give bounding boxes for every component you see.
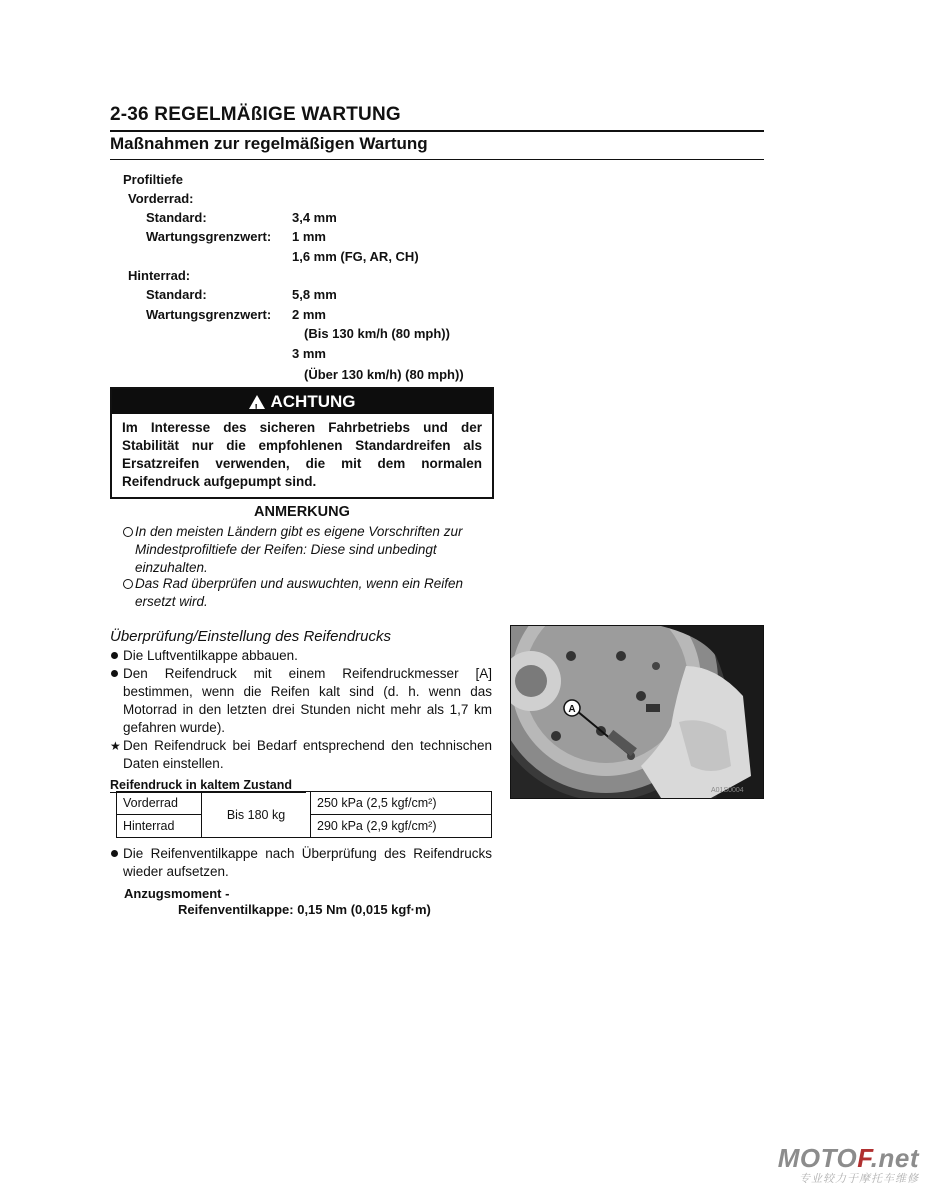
warning-triangle-icon bbox=[249, 395, 265, 409]
step-text: Den Reifendruck bei Bedarf entsprechend den technischen Daten einstellen. bbox=[123, 738, 492, 771]
star-icon: ★ bbox=[110, 739, 121, 753]
front-limit-value-alt: 1,6 mm (FG, AR, CH) bbox=[292, 249, 419, 264]
step-text: Den Reifendruck mit einem Reifendruckmesser [A] bestimmen, wenn die Reifen kalt sind (d. h. wenn das Motorrad in den letzten drei Stunden nicht mehr als 1,7 km gefahren wurde). bbox=[123, 666, 492, 735]
warning-title: ACHTUNG bbox=[270, 392, 356, 411]
tread-depth-title: Profiltiefe bbox=[123, 172, 183, 187]
page-title: 2-36 REGELMÄßIGE WARTUNG bbox=[110, 104, 401, 125]
front-standard-label: Standard: bbox=[146, 210, 207, 225]
pressure-section-title: Überprüfung/Einstellung des Reifendrucks bbox=[110, 628, 391, 645]
section-subtitle: Maßnahmen zur regelmäßigen Wartung bbox=[110, 134, 428, 153]
table-row bbox=[117, 792, 492, 815]
watermark-tagline: 专业较力于摩托车维修 bbox=[799, 1173, 919, 1185]
bullet-icon bbox=[111, 850, 118, 857]
circle-bullet-icon bbox=[123, 579, 133, 589]
warning-header bbox=[112, 389, 492, 414]
torque-title: Anzugsmoment - bbox=[124, 886, 230, 901]
note-item-text: In den meisten Ländern gibt es eigene Vorschriften zur Mindestprofiltiefe der Reifen: Diese sind unbedingt einzuhalten. bbox=[135, 524, 463, 575]
table-title: Reifendruck in kaltem Zustand bbox=[110, 778, 292, 792]
rear-limit-label: Wartungsgrenzwert: bbox=[146, 307, 272, 322]
table-cell-rear-value: 290 kPa (2,9 kgf/cm²) bbox=[311, 815, 492, 838]
table-cell-rear: Hinterrad bbox=[117, 815, 202, 838]
table-cell-front: Vorderrad bbox=[117, 792, 202, 815]
bullet-icon bbox=[111, 670, 118, 677]
note-title: ANMERKUNG bbox=[254, 504, 350, 520]
watermark-brand-prefix: MOTO bbox=[777, 1143, 858, 1173]
rear-wheel-label: Hinterrad: bbox=[128, 268, 191, 283]
rear-standard-label: Standard: bbox=[146, 287, 207, 302]
front-limit-value: 1 mm bbox=[292, 229, 326, 244]
table-cell-load: Bis 180 kg bbox=[202, 792, 311, 838]
step-item bbox=[110, 647, 492, 665]
watermark-brand-accent: F bbox=[857, 1143, 871, 1173]
photo-illustration bbox=[511, 626, 763, 798]
title-rule bbox=[110, 130, 764, 132]
step-item bbox=[110, 665, 492, 737]
step-item bbox=[110, 737, 492, 773]
rear-limit-value-alt: 3 mm bbox=[292, 346, 326, 361]
pressure-table bbox=[116, 791, 492, 838]
note-item-text: Das Rad überprüfen und auswuchten, wenn ein Reifen ersetzt wird. bbox=[135, 576, 463, 609]
front-limit-label: Wartungsgrenzwert: bbox=[146, 229, 272, 244]
torque-spec bbox=[178, 902, 431, 917]
torque-item: Reifenventilkappe: bbox=[178, 902, 294, 917]
watermark bbox=[778, 1143, 919, 1186]
table-cell-front-value: 250 kPa (2,5 kgf/cm²) bbox=[311, 792, 492, 815]
rear-limit-note: (Bis 130 km/h (80 mph)) bbox=[304, 326, 450, 341]
warning-text: Im Interesse des sicheren Fahrbetriebs und der Stabilität nur die empfohlenen Standardreifen als Ersatzreifen verwenden, die mit dem normalen Reifendruck aufgepumpt sind. bbox=[122, 420, 482, 489]
rear-standard-value: 5,8 mm bbox=[292, 287, 337, 302]
step-item bbox=[110, 845, 492, 881]
tire-gauge-photo bbox=[510, 625, 764, 799]
warning-box bbox=[110, 387, 494, 499]
photo-label-a: A bbox=[568, 704, 576, 715]
watermark-brand-suffix: .net bbox=[870, 1143, 919, 1173]
rear-limit-value: 2 mm bbox=[292, 307, 326, 322]
rear-limit-note-alt: (Über 130 km/h) (80 mph)) bbox=[304, 367, 464, 382]
circle-bullet-icon bbox=[123, 527, 133, 537]
front-wheel-label: Vorderrad: bbox=[128, 191, 194, 206]
bullet-icon bbox=[111, 652, 118, 659]
torque-value: 0,15 Nm (0,015 kgf·m) bbox=[297, 902, 431, 917]
step-text: Die Reifenventilkappe nach Überprüfung des Reifendrucks wieder aufsetzen. bbox=[123, 846, 492, 879]
step-text: Die Luftventilkappe abbauen. bbox=[123, 648, 298, 663]
subtitle-rule bbox=[110, 159, 764, 160]
photo-code: A01S0004 bbox=[711, 787, 744, 794]
note-item bbox=[124, 575, 492, 611]
note-item bbox=[124, 523, 492, 577]
front-standard-value: 3,4 mm bbox=[292, 210, 337, 225]
